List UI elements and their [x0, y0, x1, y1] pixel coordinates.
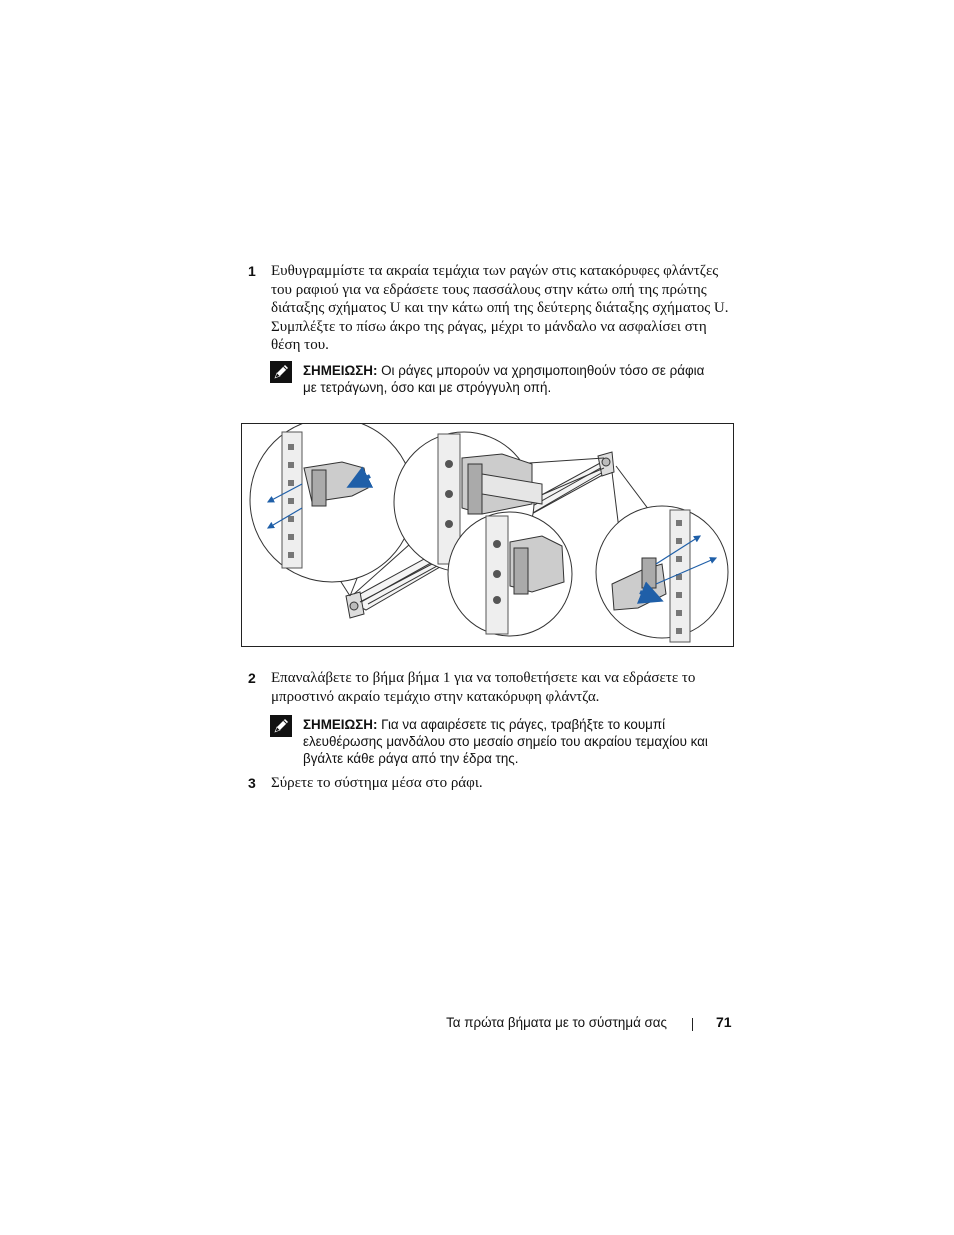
note-first-line: Για να αφαιρέσετε τις ράγες, τραβήξτε το κουμπί	[377, 717, 666, 732]
step-text	[271, 262, 741, 355]
note-line: ελευθέρωσης μανδάλου στο μεσαίο σημείο του ακραίου τεμαχίου και	[303, 734, 708, 749]
note-text	[303, 716, 743, 767]
note-line	[303, 716, 743, 733]
step-number: 1	[248, 263, 256, 279]
rail-installation-figure	[241, 423, 734, 647]
step-line: Ευθυγραμμίστε τα ακραία τεμάχια των ραγών στις κατακόρυφες φλάντζες	[271, 263, 719, 279]
step-line: Σύρετε το σύστημα μέσα στο ράφι.	[271, 775, 483, 791]
step-line: θέση του.	[271, 337, 329, 354]
page-number: 71	[716, 1014, 732, 1030]
step-text	[271, 774, 741, 793]
note-label: ΣΗΜΕΙΩΣΗ:	[303, 363, 378, 378]
step-line: διάταξης σχήματος U και την κάτω οπή της δεύτερης διάταξης σχήματος U.	[271, 300, 729, 317]
detail-circle-bottom	[448, 512, 572, 636]
step-text	[271, 669, 741, 706]
footer-title: Τα πρώτα βήματα με το σύστημά σας	[446, 1015, 667, 1030]
note-pencil-icon	[270, 715, 292, 737]
note-text	[303, 362, 743, 396]
note-line: με τετράγωνη, όσο και με στρόγγυλη οπή.	[303, 380, 552, 395]
detail-circle-left	[250, 424, 414, 582]
step-number: 3	[248, 775, 256, 791]
step-number: 2	[248, 670, 256, 686]
footer-divider	[692, 1018, 693, 1031]
detail-circle-right	[596, 506, 728, 642]
note-label: ΣΗΜΕΙΩΣΗ:	[303, 717, 378, 732]
step-line: του ραφιού για να εδράσετε τους πασσάλους στην κάτω οπή της πρώτης	[271, 281, 707, 298]
note-pencil-icon	[270, 361, 292, 383]
note-line: βγάλτε κάθε ράγα από την έδρα της.	[303, 751, 519, 766]
step-line: μπροστινό ακραίο τεμάχιο στην κατακόρυφη φλάντζα.	[271, 688, 600, 705]
step-line: Επαναλάβετε το βήμα βήμα 1 για να τοποθετήσετε και να εδράσετε το	[271, 670, 696, 686]
rail-installation-illustration	[242, 424, 733, 646]
step-line: Συμπλέξτε το πίσω άκρο της ράγας, μέχρι το μάνδαλο να ασφαλίσει στη	[271, 318, 707, 335]
note-first-line: Οι ράγες μπορούν να χρησιμοποιηθούν τόσο σε ράφια	[377, 363, 705, 378]
note-line	[303, 362, 743, 379]
